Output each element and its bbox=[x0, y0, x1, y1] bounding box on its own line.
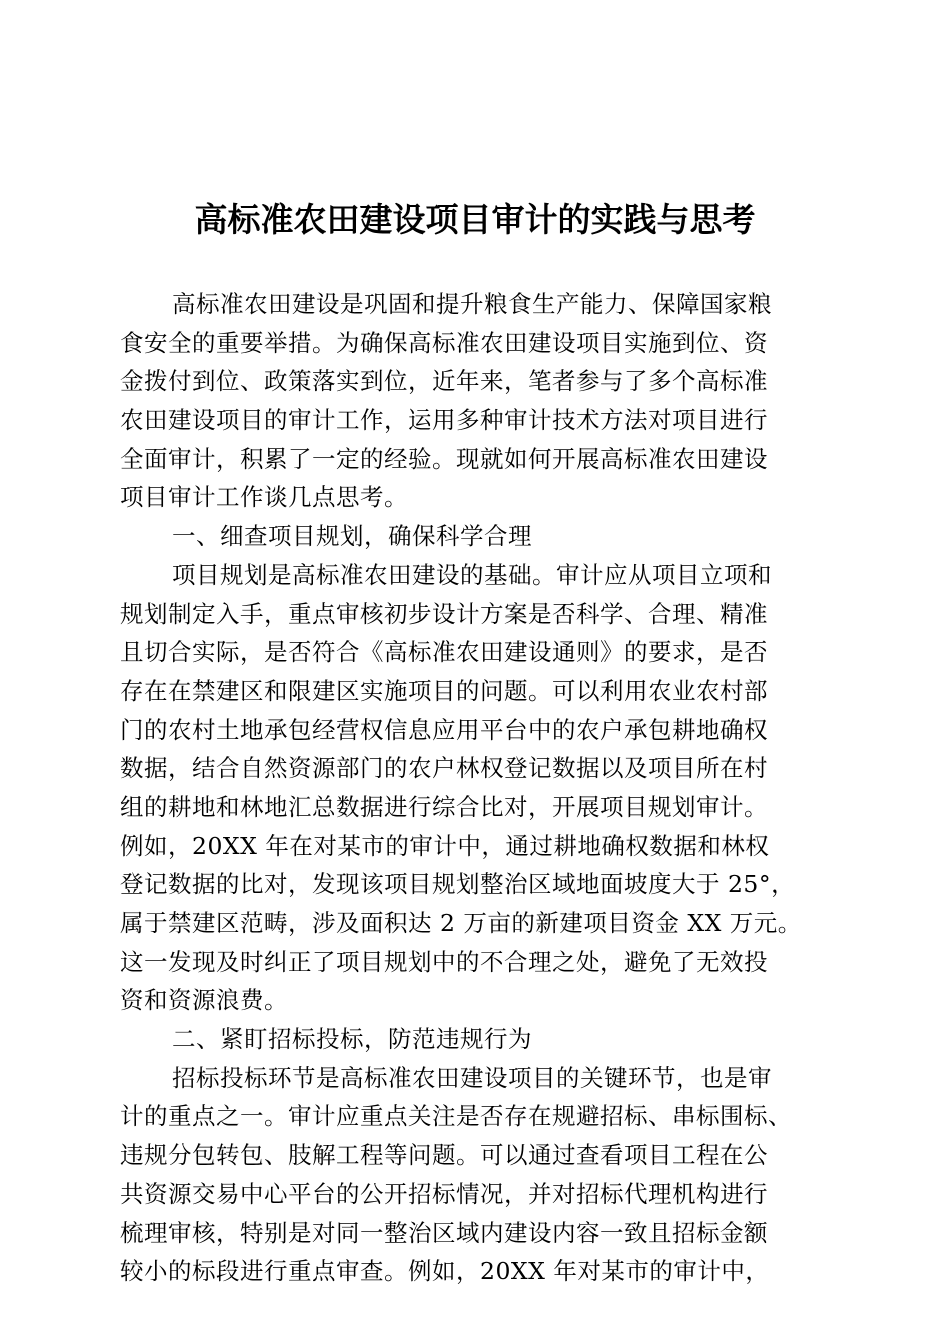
paragraph-line: 这一发现及时纠正了项目规划中的不合理之处，避免了无效投 bbox=[120, 947, 768, 976]
paragraph-line: 存在在禁建区和限建区实施项目的问题。可以利用农业农村部 bbox=[120, 676, 768, 705]
paragraph-line: 属于禁建区范畴，涉及面积达 2 万亩的新建项目资金 XX 万元。 bbox=[120, 909, 802, 937]
section-heading-1: 一、细查项目规划，确保科学合理 bbox=[172, 522, 532, 551]
paragraph-line: 门的农村土地承包经营权信息应用平台中的农户承包耕地确权 bbox=[120, 715, 768, 744]
paragraph-line: 高标准农田建设是巩固和提升粮食生产能力、保障国家粮 bbox=[172, 290, 772, 318]
paragraph-line: 食安全的重要举措。为确保高标准农田建设项目实施到位、资 bbox=[120, 328, 768, 357]
paragraph-line: 农田建设项目的审计工作，运用多种审计技术方法对项目进行 bbox=[120, 406, 768, 435]
paragraph-line: 较小的标段进行重点审查。例如，20XX 年对某市的审计中， bbox=[120, 1257, 770, 1286]
paragraph-line: 违规分包转包、肢解工程等问题。可以通过查看项目工程在公 bbox=[120, 1141, 768, 1170]
paragraph-line: 全面审计，积累了一定的经验。现就如何开展高标准农田建设 bbox=[120, 444, 768, 473]
paragraph-line: 项目规划是高标准农田建设的基础。审计应从项目立项和 bbox=[172, 560, 772, 589]
paragraph-line: 项目审计工作谈几点思考。 bbox=[120, 483, 408, 512]
paragraph-line: 共资源交易中心平台的公开招标情况，并对招标代理机构进行 bbox=[120, 1179, 768, 1208]
paragraph-line: 例如，20XX 年在对某市的审计中，通过耕地确权数据和林权 bbox=[120, 831, 770, 860]
paragraph-line: 梳理审核，特别是对同一整治区域内建设内容一致且招标金额 bbox=[120, 1218, 768, 1247]
paragraph-line: 规划制定入手，重点审核初步设计方案是否科学、合理、精准 bbox=[120, 599, 768, 628]
paragraph-line: 计的重点之一。审计应重点关注是否存在规避招标、串标围标、 bbox=[120, 1102, 792, 1131]
paragraph-line: 金拨付到位、政策落实到位，近年来，笔者参与了多个高标准 bbox=[120, 367, 768, 396]
paragraph-line: 且切合实际，是否符合《高标准农田建设通则》的要求，是否 bbox=[120, 638, 768, 667]
document-body bbox=[120, 285, 840, 1291]
paragraph-line: 登记数据的比对，发现该项目规划整治区域地面坡度大于 25°， bbox=[120, 870, 796, 899]
paragraph-line: 资和资源浪费。 bbox=[120, 986, 288, 1015]
paragraph-line: 数据，结合自然资源部门的农户林权登记数据以及项目所在村 bbox=[120, 754, 768, 783]
document-title: 高标准农田建设项目审计的实践与思考 bbox=[194, 200, 756, 239]
section-heading-2: 二、紧盯招标投标，防范违规行为 bbox=[172, 1025, 532, 1054]
paragraph-line: 招标投标环节是高标准农田建设项目的关键环节，也是审 bbox=[172, 1063, 772, 1092]
paragraph-line: 组的耕地和林地汇总数据进行综合比对，开展项目规划审计。 bbox=[120, 792, 768, 821]
